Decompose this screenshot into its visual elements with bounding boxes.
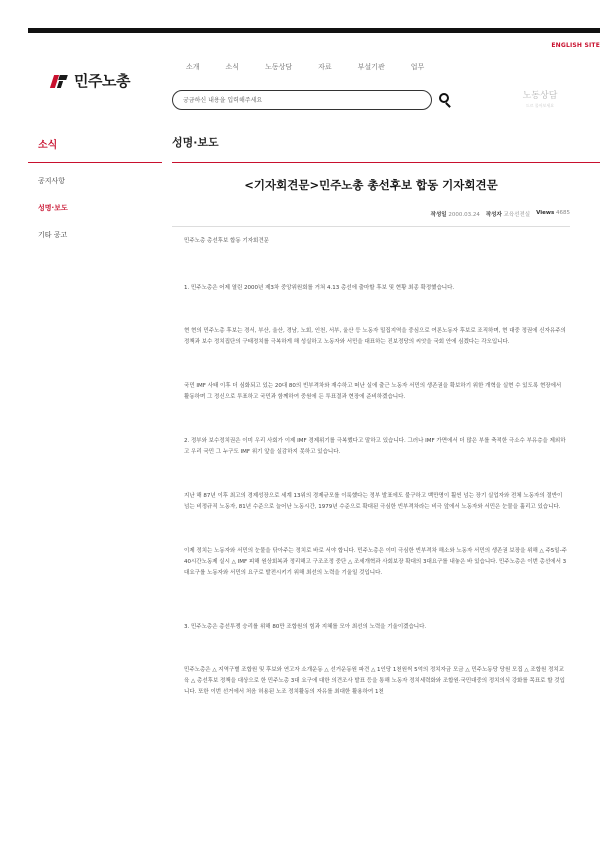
sidebar-divider bbox=[28, 162, 162, 163]
article-paragraph: 민주노총 총선후보 합동 기자회견문 bbox=[184, 238, 269, 244]
nav-item-affiliates[interactable]: 부설기관 bbox=[357, 63, 385, 71]
top-border-bar bbox=[28, 28, 600, 33]
logo-text: 민주노총 bbox=[74, 72, 130, 90]
sidebar-item-other-announcements[interactable]: 기타 공고 bbox=[38, 231, 68, 239]
article-paragraph: 현 현의 민주노총 후보는 경서, 부산, 울산, 경남, 노회, 인천, 서부, 울산 등 노동자 밀집지역을 중심으로 여론노동자 후보로 조직하며, 현 대중 정권에 신자유주의 정책과 보수 정치집단의 구태정치를 극복하게 해 성실하고 노동자와 서민을 대표하는 진보정당의 씨앗을 국회 안에 심겠다는 각오입니다. bbox=[184, 328, 566, 345]
main-navigation bbox=[186, 62, 450, 72]
article-author: 교육선전실 bbox=[503, 212, 531, 218]
english-site-link[interactable]: ENGLISH SITE bbox=[551, 42, 600, 49]
article-date: 2000.03.24 bbox=[448, 212, 480, 218]
nav-item-news[interactable]: 소식 bbox=[225, 63, 240, 71]
sidebar-item-notices[interactable]: 공지사항 bbox=[38, 177, 66, 185]
article-paragraph: 국민 IMF 사태 이후 더 심화되고 있는 20대 80의 빈부격차와 재수하고 떠난 실에 출근 노동자 서민의 생존권을 확보하기 위한 개혁을 실현 수 있도록 현장에서 활동하며 그 정신으로 투표하고 국민과 함께하여 중원에 든 투표결과 현장에 준비하겠습니다. bbox=[184, 383, 562, 400]
nav-item-resources[interactable]: 자료 bbox=[318, 63, 332, 71]
article-paragraph: 지난 해 87년 이후 최고의 경제성장으로 세계 13위의 경제규모를 이룩했다는 정부 발표에도 불구하고 백만명이 훨씬 넘는 장기 실업자와 전체 노동자의 절반이 넘는 비정규직 노동자, 81년 수준으로 늘어난 노동시간, 1979년 수준으로 확대된 극심한 빈부격차라는 비극 앞에서 노동자와 서민은 눈물을 흘리고 있습니다. bbox=[184, 493, 563, 510]
logo-mark-icon bbox=[50, 73, 70, 89]
consult-title: 노동상담 bbox=[522, 91, 558, 101]
labor-consult-button[interactable] bbox=[515, 88, 565, 109]
meta-divider bbox=[172, 226, 570, 227]
search-input[interactable] bbox=[172, 90, 432, 110]
article-paragraph: 1. 민주노총은 어제 열린 2000년 제3차 중앙위원회를 거쳐 4.13 총선에 출마할 후보 및 현황 최종 확정했습니다. bbox=[184, 285, 455, 291]
page-title-divider bbox=[172, 162, 600, 163]
sidebar-item-statements[interactable]: 성명·보도 bbox=[38, 204, 68, 212]
article-title: <기자회견문>민주노총 총선후보 합동 기자회견문 bbox=[244, 178, 498, 192]
article-views: 4685 bbox=[556, 210, 570, 216]
views-label: Views bbox=[536, 210, 555, 216]
article-paragraph: 이제 정치는 노동자와 서민의 눈물을 닦아주는 정치로 바로 서야 합니다. 민주노총은 이미 극심한 빈부격차 해소와 노동자 서민의 생존권 보장을 위해 △ 주5일-주40시간노동제 실시 △ IMF 피해 원상회복과 정리해고 구조조정 중단 △ 조세개혁과 사회보장 확대의 3대요구를 내놓은 바 있습니다. 민주노총은 이번 총선에서 3대요구를 노동자와 서민의 요구로 발전시키기 위해 최선의 노력을 기울일 것입니다. bbox=[184, 548, 567, 576]
nav-item-labor-consult[interactable]: 노동상담 bbox=[265, 63, 293, 71]
article-paragraph: 민주노총은 △ 지역구별 조합원 및 후보와 연고자 소개운동 △ 선거운동원 파견 △ 1인당 1천원씩 5억의 정치자금 모금 △ 민주노동당 당원 모집 △ 조합원 정치교육 △ 총선후보 정책을 대상으로 한 민주노총 3대 요구에 대한 의견조사 발표 등을 통해 노동자 정치세력화와 조합원·국민대중의 정치의식 강화를 목표로 할 것입니다. 또한 이번 선거에서 처음 허용된 노조 정치활동의 자유를 최대한 활용하여 1천 bbox=[184, 667, 565, 695]
nav-item-work[interactable]: 업무 bbox=[410, 63, 425, 71]
article-body bbox=[184, 236, 568, 698]
article-paragraph: 2. 정부와 보수정치권은 이미 우리 사회가 이제 IMF 경제위기를 극복했다고 말하고 있습니다. 그러나 IMF 가면에서 더 많은 부를 축적한 극소수 부유층을 제외하고 우리 국민 그 누구도 IMF 위기 앞을 실감하지 못하고 있습니다. bbox=[184, 438, 566, 455]
search-button[interactable] bbox=[437, 91, 455, 109]
article-paragraph: 3. 민주노총은 총선투쟁 승리를 위해 80만 조합원의 힘과 지혜를 모아 최선의 노력을 기울이겠습니다. bbox=[184, 624, 427, 630]
sidebar-menu bbox=[38, 176, 68, 257]
sidebar-title: 소식 bbox=[38, 140, 58, 151]
author-label: 작성자 bbox=[485, 212, 502, 218]
site-logo[interactable] bbox=[50, 70, 130, 91]
date-label: 작성일 bbox=[430, 212, 447, 218]
nav-item-about[interactable]: 소개 bbox=[186, 63, 200, 71]
consult-subtitle: 드르 물어보세요 bbox=[525, 103, 555, 108]
page-title: 성명·보도 bbox=[172, 136, 219, 149]
article-meta bbox=[431, 210, 570, 218]
